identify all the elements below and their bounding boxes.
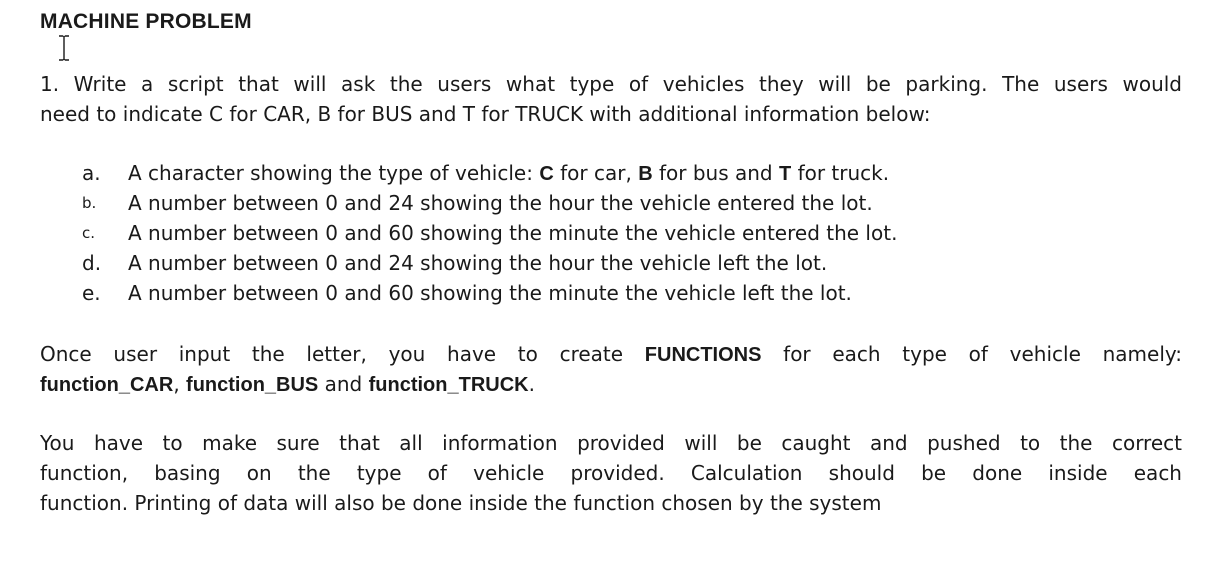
- text-cursor-icon: [57, 35, 71, 61]
- list-item-text: A number between 0 and 24 showing the hour the vehicle entered the lot.: [128, 191, 873, 215]
- functions-paragraph: [40, 339, 1182, 399]
- info-list: [40, 158, 1140, 308]
- car-letter: C: [539, 163, 554, 185]
- closing-line-3: function. Printing of data will also be done inside the function chosen by the system: [40, 491, 882, 515]
- list-item-text: [128, 158, 889, 189]
- intro-paragraph: [40, 69, 1182, 129]
- text-segment: and: [318, 372, 369, 396]
- list-marker: d.: [82, 251, 102, 275]
- closing-line-1: You have to make sure that all information provided will be caught and pushed to the correct: [40, 431, 1182, 455]
- page-title: MACHINE PROBLEM: [40, 10, 252, 33]
- text-segment: .: [528, 372, 535, 396]
- list-marker: b.: [82, 194, 97, 212]
- function-truck-name: function_TRUCK: [368, 374, 529, 396]
- bus-letter: B: [638, 163, 653, 185]
- function-bus-name: function_BUS: [186, 374, 319, 396]
- list-item: [40, 248, 1140, 278]
- list-marker: a.: [82, 161, 101, 185]
- closing-paragraph: [40, 428, 1182, 518]
- list-item: [40, 188, 1140, 218]
- list-item-text: A number between 0 and 24 showing the hour the vehicle left the lot.: [128, 251, 828, 275]
- intro-line-1: 1. Write a script that will ask the users what type of vehicles they will be parking. The users would: [40, 72, 1182, 96]
- text-segment: for each type of vehicle namely:: [761, 342, 1182, 366]
- item-text-segment: for car,: [553, 161, 639, 185]
- item-text-segment: A character showing the type of vehicle:: [128, 161, 540, 185]
- text-segment: Once user input the letter, you have to create: [40, 342, 645, 366]
- list-item: [40, 278, 1140, 308]
- text-segment: ,: [173, 372, 187, 396]
- item-text-segment: for truck.: [791, 161, 890, 185]
- list-item-text: A number between 0 and 60 showing the minute the vehicle left the lot.: [128, 281, 852, 305]
- truck-letter: T: [779, 163, 792, 185]
- functions-line-2: [40, 369, 1182, 399]
- function-car-name: function_CAR: [40, 374, 174, 396]
- list-marker: c.: [82, 224, 96, 242]
- functions-line-1: [40, 339, 1182, 369]
- list-item: [40, 218, 1140, 248]
- list-item-text: A number between 0 and 60 showing the minute the vehicle entered the lot.: [128, 221, 898, 245]
- list-item: [40, 158, 1140, 188]
- item-text-segment: for bus and: [652, 161, 779, 185]
- functions-keyword: FUNCTIONS: [644, 344, 762, 366]
- closing-line-2: function, basing on the type of vehicle provided. Calculation should be done inside each: [40, 461, 1182, 485]
- intro-line-2: need to indicate C for CAR, B for BUS and T for TRUCK with additional information below:: [40, 102, 931, 126]
- list-marker: e.: [82, 281, 101, 305]
